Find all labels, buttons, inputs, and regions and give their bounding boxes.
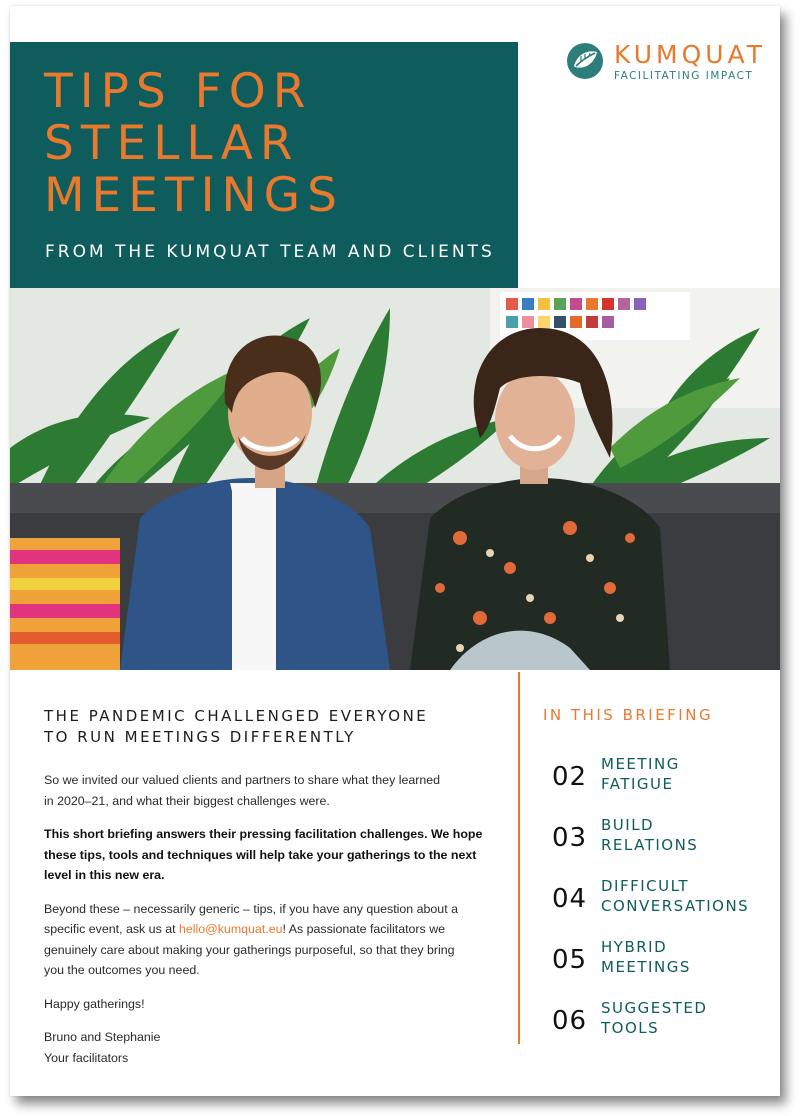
text-fragment: ! As passionate facilitators we <box>282 922 446 936</box>
toc-page-number: 03 <box>552 823 588 853</box>
signature <box>44 1027 484 1068</box>
toc-label-line: MEETINGS <box>601 958 691 976</box>
title-line: STELLAR <box>44 116 300 171</box>
toc-title: IN THIS BRIEFING <box>543 706 714 724</box>
toc-item-build-relations[interactable] <box>552 815 772 876</box>
title-banner <box>10 42 518 288</box>
toc-label-line: DIFFICULT <box>601 877 690 895</box>
toc-item-meeting-fatigue[interactable] <box>552 754 772 815</box>
toc-label <box>601 754 771 794</box>
toc-page-number: 06 <box>552 1006 588 1036</box>
photo-illustration <box>10 288 780 670</box>
email-link[interactable]: hello@kumquat.eu <box>178 922 283 936</box>
text-line: level in this new era. <box>44 868 165 882</box>
toc-item-hybrid-meetings[interactable] <box>552 937 772 998</box>
toc-label-line: TOOLS <box>601 1019 660 1037</box>
toc-page-number: 02 <box>552 762 588 792</box>
logo-name: KUMQUAT <box>614 40 766 69</box>
toc-label <box>601 876 771 916</box>
text-line: specific event, ask us at <box>44 922 179 936</box>
intro-paragraph <box>44 899 484 981</box>
toc-label <box>601 937 771 977</box>
intro-heading-line: TO RUN MEETINGS DIFFERENTLY <box>44 728 356 746</box>
intro-paragraph-bold <box>44 824 484 886</box>
kumquat-logo <box>566 40 766 90</box>
toc-page-number: 04 <box>552 884 588 914</box>
intro-heading-line: THE PANDEMIC CHALLENGED EVERYONE <box>44 707 429 725</box>
toc-label <box>601 998 771 1038</box>
sidebar-divider <box>518 672 520 1044</box>
toc-item-difficult-conversations[interactable] <box>552 876 772 937</box>
intro-section <box>44 706 484 1081</box>
title-line: MEETINGS <box>44 168 344 223</box>
leaf-icon <box>566 42 604 80</box>
intro-heading <box>44 706 484 748</box>
signature-role: Your facilitators <box>44 1050 129 1065</box>
text-line: So we invited our valued clients and partners to share what they learned <box>44 773 441 787</box>
closing-line: Happy gatherings! <box>44 996 145 1011</box>
toc-label-line: BUILD <box>601 816 655 834</box>
text-line: you the outcomes you need. <box>44 963 200 977</box>
intro-paragraph <box>44 770 484 811</box>
text-line: in 2020–21, and what their biggest challenges were. <box>44 793 330 808</box>
team-photo <box>10 288 780 670</box>
text-line: This short briefing answers their pressing facilitation challenges. We hope <box>44 827 483 841</box>
text-line: these tips, tools and techniques will help take your gatherings to the next <box>44 847 477 862</box>
table-of-contents <box>552 754 772 1059</box>
page-title <box>44 66 344 222</box>
toc-label-line: CONVERSATIONS <box>601 897 750 915</box>
toc-label-line: FATIGUE <box>601 775 674 793</box>
logo-tagline: FACILITATING IMPACT <box>614 70 754 82</box>
text-line: genuinely care about making your gatherings purposeful, so that they bring <box>44 942 455 957</box>
text-line: Beyond these – necessarily generic – tips, if you have any question about a <box>44 901 458 916</box>
title-line: TIPS FOR <box>44 64 313 119</box>
toc-label <box>601 815 771 855</box>
page-subtitle: FROM THE KUMQUAT TEAM AND CLIENTS <box>45 242 495 262</box>
toc-label-line: HYBRID <box>601 938 668 956</box>
document-page <box>10 6 780 1096</box>
signature-names: Bruno and Stephanie <box>44 1030 161 1044</box>
toc-label-line: RELATIONS <box>601 836 699 854</box>
toc-label-line: MEETING <box>601 755 680 773</box>
toc-label-line: SUGGESTED <box>601 999 708 1017</box>
toc-item-suggested-tools[interactable] <box>552 998 772 1059</box>
toc-page-number: 05 <box>552 945 588 975</box>
